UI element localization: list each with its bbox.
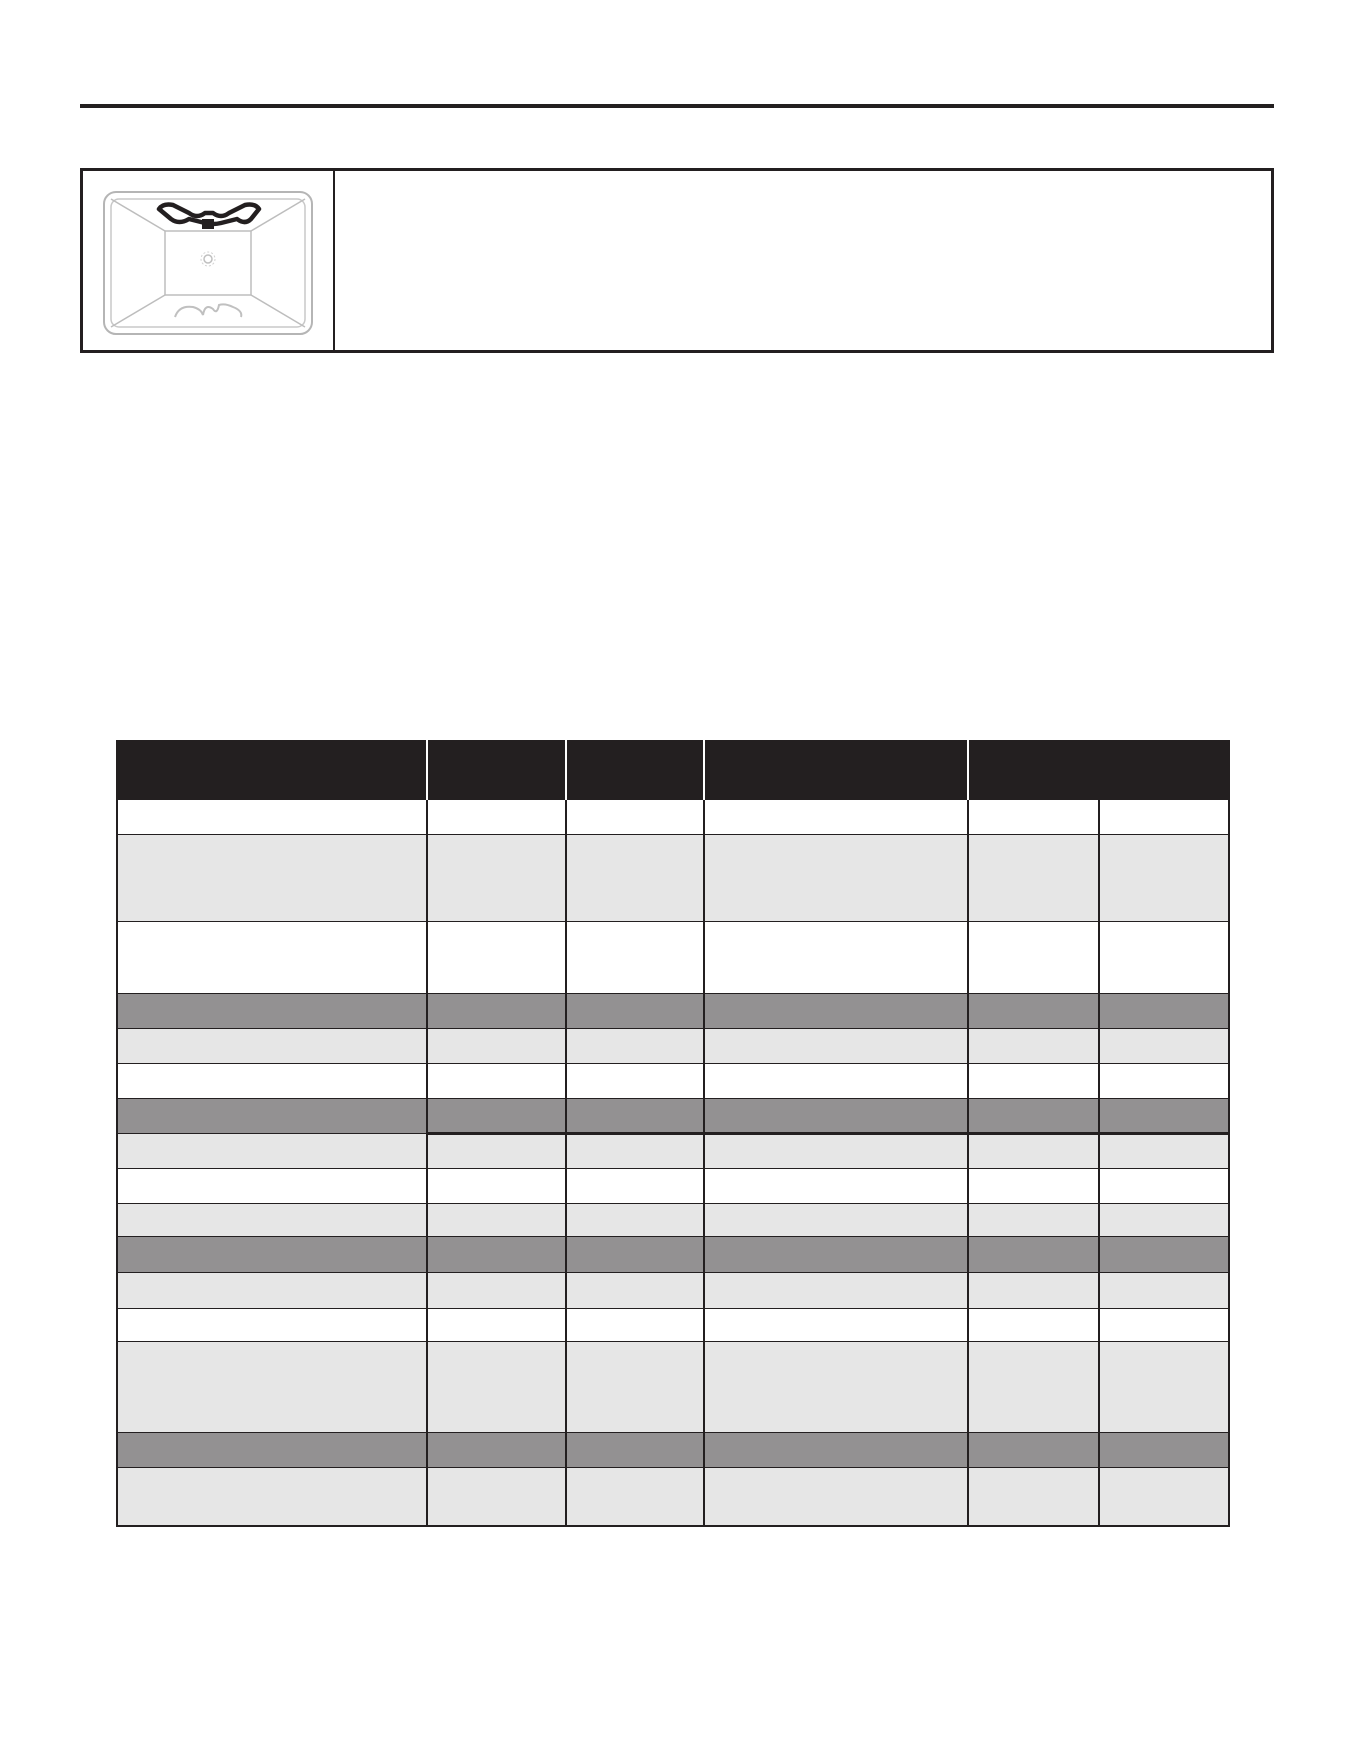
- oven-diagram: [83, 171, 335, 350]
- table-cell: [968, 1168, 1099, 1203]
- table-cell: [704, 1308, 968, 1341]
- table-cell: [117, 993, 427, 1028]
- table-cell: [968, 834, 1099, 921]
- table-cell: [704, 1341, 968, 1432]
- cooking-guide-table: [116, 740, 1230, 1527]
- table-cell: [427, 1236, 566, 1272]
- table-cell: [117, 1341, 427, 1432]
- table-cell: [1099, 799, 1229, 834]
- column-header: [117, 741, 427, 799]
- table-cell: [704, 1467, 968, 1526]
- table-cell: [117, 1168, 427, 1203]
- table-cell: [117, 1467, 427, 1526]
- table-cell: [1099, 921, 1229, 993]
- table-cell: [117, 834, 427, 921]
- table-cell: [1099, 1133, 1229, 1168]
- table-cell: [1099, 1028, 1229, 1063]
- table-cell: [704, 1272, 968, 1308]
- table-cell: [427, 1203, 566, 1236]
- table-cell: [427, 1168, 566, 1203]
- table-cell: [1099, 1236, 1229, 1272]
- table-cell: [968, 1272, 1099, 1308]
- table-cell: [566, 834, 704, 921]
- table-cell: [1099, 1467, 1229, 1526]
- table-cell: [968, 921, 1099, 993]
- table-cell: [566, 799, 704, 834]
- table-cell: [117, 1308, 427, 1341]
- table-cell: [566, 1203, 704, 1236]
- table-cell: [566, 993, 704, 1028]
- table-row: [117, 1467, 1229, 1526]
- table-cell: [117, 1432, 427, 1467]
- column-header: [968, 741, 1229, 799]
- table-cell: [968, 1308, 1099, 1341]
- table-cell: [968, 993, 1099, 1028]
- table-row: [117, 1063, 1229, 1098]
- info-box: [80, 168, 1274, 353]
- table-section-row: [117, 993, 1229, 1028]
- table-cell: [427, 1432, 566, 1467]
- table-cell: [566, 1098, 704, 1133]
- table-cell: [704, 1133, 968, 1168]
- header-rule: [80, 104, 1274, 108]
- table-section-row: [117, 1098, 1229, 1133]
- table-cell: [566, 1272, 704, 1308]
- table-cell: [968, 1236, 1099, 1272]
- table-section-row: [117, 1432, 1229, 1467]
- table-cell: [704, 1063, 968, 1098]
- table-cell: [704, 1236, 968, 1272]
- table-cell: [968, 1098, 1099, 1133]
- table-header-row: [117, 741, 1229, 799]
- table-cell: [1099, 1308, 1229, 1341]
- table-cell: [427, 834, 566, 921]
- table-cell: [704, 1203, 968, 1236]
- table-cell: [1099, 1432, 1229, 1467]
- table-cell: [427, 1341, 566, 1432]
- table-cell: [427, 1272, 566, 1308]
- column-header: [566, 741, 704, 799]
- table-cell: [1099, 1203, 1229, 1236]
- table-cell: [117, 1236, 427, 1272]
- table-cell: [427, 1467, 566, 1526]
- table-cell: [117, 1133, 427, 1168]
- table-cell: [704, 993, 968, 1028]
- table-cell: [427, 799, 566, 834]
- table-row: [117, 1203, 1229, 1236]
- table-cell: [968, 799, 1099, 834]
- table-cell: [566, 1028, 704, 1063]
- table-cell: [1099, 1168, 1229, 1203]
- table-cell: [427, 1308, 566, 1341]
- table-cell: [117, 1063, 427, 1098]
- table-cell: [704, 1168, 968, 1203]
- table-cell: [566, 1467, 704, 1526]
- table-cell: [1099, 834, 1229, 921]
- table-cell: [427, 1098, 566, 1133]
- table-cell: [1099, 1063, 1229, 1098]
- table-cell: [704, 1098, 968, 1133]
- table-cell: [968, 1063, 1099, 1098]
- table-cell: [566, 1236, 704, 1272]
- info-text: [335, 171, 1271, 350]
- table-section-row: [117, 1236, 1229, 1272]
- table-row: [117, 834, 1229, 921]
- table-cell: [566, 1432, 704, 1467]
- table-row: [117, 1272, 1229, 1308]
- table-cell: [117, 1272, 427, 1308]
- table-cell: [117, 1098, 427, 1133]
- table-row: [117, 921, 1229, 993]
- table-cell: [704, 1028, 968, 1063]
- oven-cavity-icon: [101, 189, 315, 337]
- table-cell: [968, 1341, 1099, 1432]
- table-row: [117, 799, 1229, 834]
- table-cell: [704, 1432, 968, 1467]
- table-cell: [968, 1203, 1099, 1236]
- table-cell: [566, 1341, 704, 1432]
- table-row: [117, 1168, 1229, 1203]
- table-cell: [427, 1028, 566, 1063]
- table-cell: [427, 921, 566, 993]
- column-header: [704, 741, 968, 799]
- table-cell: [968, 1467, 1099, 1526]
- table-cell: [968, 1432, 1099, 1467]
- table-cell: [1099, 1341, 1229, 1432]
- table-cell: [566, 921, 704, 993]
- table-cell: [566, 1308, 704, 1341]
- table-cell: [566, 1063, 704, 1098]
- table-row: [117, 1133, 1229, 1168]
- table-cell: [566, 1133, 704, 1168]
- table-cell: [427, 993, 566, 1028]
- table-cell: [1099, 993, 1229, 1028]
- table-row: [117, 1308, 1229, 1341]
- table-cell: [117, 1028, 427, 1063]
- table-cell: [704, 799, 968, 834]
- table-cell: [566, 1168, 704, 1203]
- table-row: [117, 1341, 1229, 1432]
- table-row: [117, 1028, 1229, 1063]
- table-cell: [117, 799, 427, 834]
- table-cell: [1099, 1098, 1229, 1133]
- column-header: [427, 741, 566, 799]
- table-cell: [704, 921, 968, 993]
- table-cell: [427, 1133, 566, 1168]
- table-cell: [427, 1063, 566, 1098]
- table-cell: [117, 1203, 427, 1236]
- table-cell: [968, 1133, 1099, 1168]
- table-cell: [117, 921, 427, 993]
- table-cell: [968, 1028, 1099, 1063]
- table-cell: [1099, 1272, 1229, 1308]
- table-cell: [704, 834, 968, 921]
